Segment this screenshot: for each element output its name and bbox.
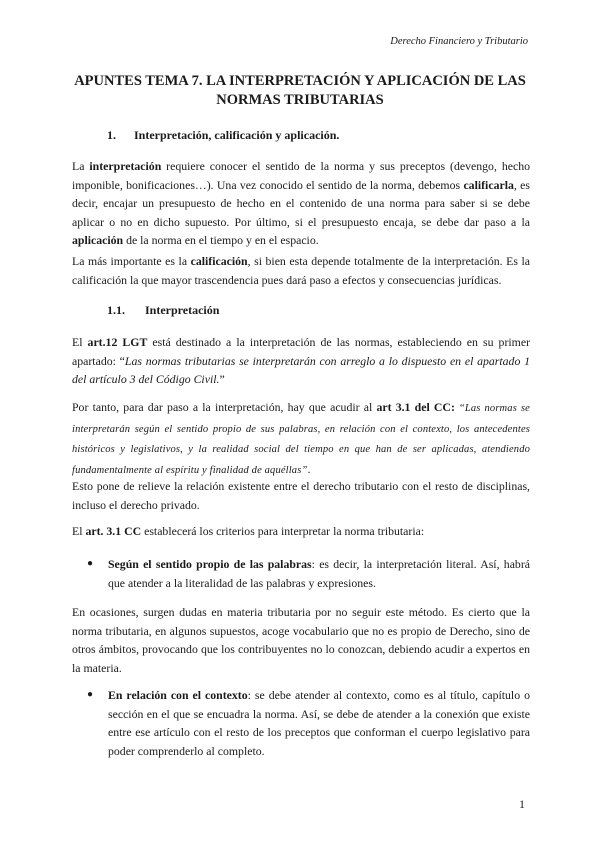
paragraph-calificacion: La más importante es la calificación, si bien esta depende totalmente de la interpretación. Es la calificación la que mayor trascendencia pues dará paso a efectos y consecuencias jurídicas. bbox=[72, 254, 531, 287]
paragraph-criterios: El art. 3.1 CC establecerá los criterios para interpretar la norma tributaria: bbox=[72, 524, 425, 538]
paragraph-interpretation: La interpretación requiere conocer el sentido de la norma y sus preceptos (devengo, hecho imponible, bonificaciones…). Una vez conocido el sentido de la norma, debemos calificarla, es decir, encajar un presupuesto de hecho en el contenido de una norma para saber si se debe aplicar o no en dicho supuesto. Por último, si el presupuesto encaja, se debe dar paso a la aplicación de la norma en el tiempo y en el espacio. bbox=[72, 159, 530, 247]
paragraph-dudas: En ocasiones, surgen dudas en materia tributaria por no seguir este método. Es cierto que la norma tributaria, en algunos supuestos, acoge vocabulario que no es propio de Derecho, sino de otros ámbitos, provocando que los contribuyentes no lo conozcan, debiendo acudir a expertos en la materia. bbox=[72, 605, 530, 675]
bullet-literal: ● Según el sentido propio de las palabras: es decir, la interpretación literal. Así, habrá que atender a la literalidad de las palabras y expresiones. bbox=[87, 557, 530, 590]
bullet-contexto: ● En relación con el contexto: se debe atender al contexto, como es al título, capítulo o sección en el que se encuadra la norma. Así, se debe de atender a la conexión que existe entre ese artículo con el resto de los preceptos que conforman el cuerpo legislativo para poder comprenderlo al completo. bbox=[87, 688, 530, 758]
paragraph-art12-lgt: El art.12 LGT está destinado a la interpretación de las normas, estableciendo en su primer apartado: “Las normas tributarias se interpretarán con arreglo a lo dispuesto en el apartado 1 del artículo 3 del Código Civil.” bbox=[72, 335, 531, 386]
running-header: Derecho Financiero y Tributario bbox=[390, 36, 528, 47]
bullet-marker: ● bbox=[87, 689, 94, 700]
bullet-marker: ● bbox=[87, 558, 94, 569]
section-title: Interpretación, calificación y aplicación. bbox=[134, 128, 340, 142]
subsection-number: 1.1. bbox=[107, 303, 125, 317]
paragraph-art31-cc-quote: Por tanto, para dar paso a la interpretación, hay que acudir al art 3.1 del CC: “Las normas se interpretarán según el sentido propio de sus palabras, en relación con el contexto, los antecedentes históricos y legislativos, y la realidad social del tiempo en que han de ser aplicadas, atendiendo fundamentalmente al espíritu y finalidad de aquéllas”. bbox=[72, 400, 530, 476]
section-number: 1. bbox=[107, 128, 116, 142]
section-heading-1 bbox=[107, 128, 339, 143]
document-title: APUNTES TEMA 7. LA INTERPRETACIÓN Y APLICACIÓN DE LAS NORMAS TRIBUTARIAS bbox=[74, 73, 526, 108]
paragraph-relacion: Esto pone de relieve la relación existente entre el derecho tributario con el resto de disciplinas, incluso el derecho privado. bbox=[72, 479, 530, 512]
section-heading-1-1 bbox=[107, 303, 219, 318]
subsection-title: Interpretación bbox=[145, 303, 220, 317]
page-number: 1 bbox=[519, 797, 525, 811]
